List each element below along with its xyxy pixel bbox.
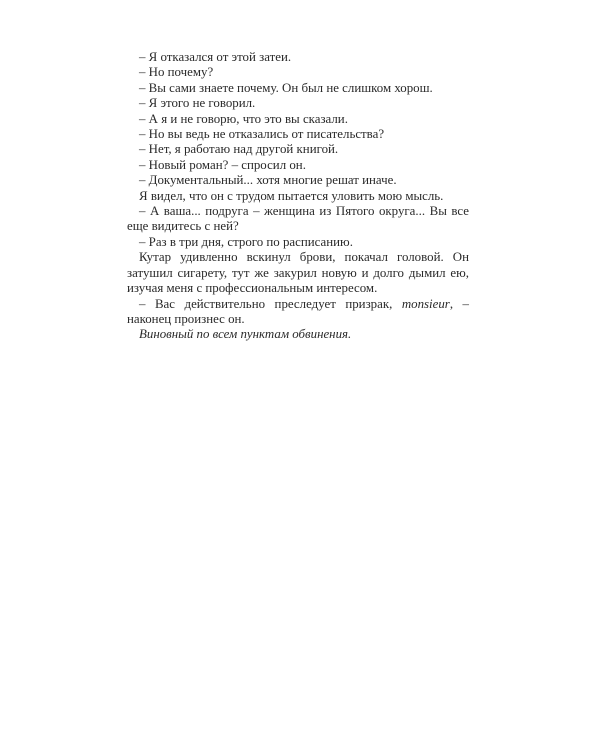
dialogue-line: – Я отказался от этой затеи.: [139, 50, 292, 64]
foreign-word: monsieur: [401, 296, 450, 311]
narrative-paragraph: Кутар удивленно вскинул брови, покачал головой. Он затушил сигарету, тут же закурил новую и долго дымил ею, изучая меня с профессиональным интересом.: [127, 250, 469, 296]
dialogue-line: – Документальный... хотя многие решат иначе.: [139, 173, 397, 188]
dialogue-line: – Раз в три дня, строго по расписанию.: [139, 234, 353, 249]
dialogue-line: – А ваша... подруга – женщина из Пятого округа... Вы все еще видитесь с ней?: [127, 204, 469, 234]
dialogue-line: – А я и не говорю, что это вы сказали.: [139, 111, 348, 126]
dialogue-line: – Но почему?: [139, 65, 214, 80]
dialogue-text: – Вас действительно преследует призрак,: [139, 296, 402, 311]
dialogue-line: – Новый роман? – спросил он.: [139, 157, 306, 172]
dialogue-text: , – наконец произнес он.: [127, 296, 469, 326]
page-text: [127, 50, 469, 343]
dialogue-line: – Я этого не говорил.: [139, 96, 256, 111]
dialogue-line: – Но вы ведь не отказались от писательства?: [139, 127, 385, 142]
narrative-paragraph: Я видел, что он с трудом пытается уловить мою мысль.: [139, 188, 444, 203]
dialogue-line: [127, 297, 469, 328]
italic-paragraph: Виновный по всем пунктам обвинения.: [139, 327, 352, 342]
dialogue-line: – Вы сами знаете почему. Он был не слишком хорош.: [139, 80, 433, 95]
dialogue-line: – Нет, я работаю над другой книгой.: [139, 142, 339, 157]
